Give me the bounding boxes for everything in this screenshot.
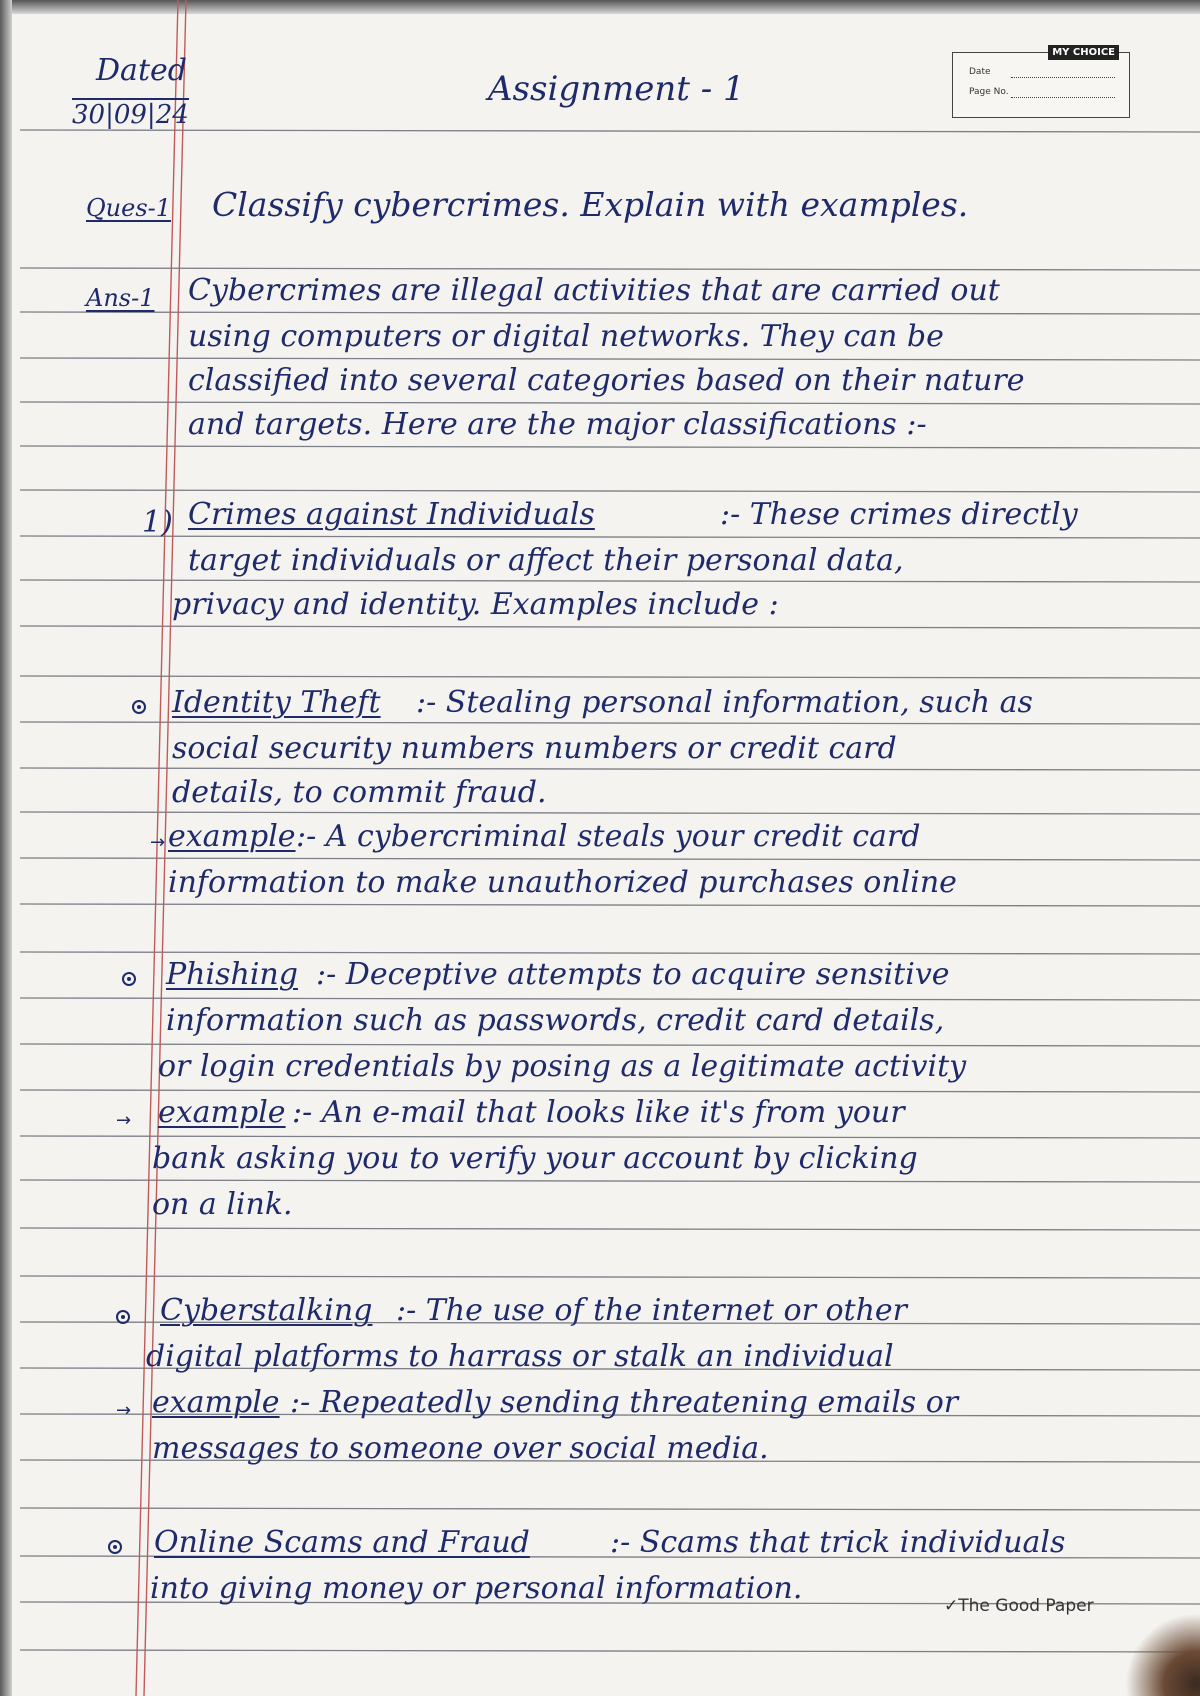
ruled-line	[20, 130, 1200, 132]
arrow-icon: →	[116, 1110, 132, 1131]
ruled-line	[20, 952, 1200, 954]
item-line: :- The use of the internet or other	[396, 1293, 907, 1328]
section-line: :- These crimes directly	[720, 497, 1078, 532]
bullet-icon	[132, 700, 146, 714]
ruled-line	[20, 1090, 1200, 1092]
ruled-line	[20, 1276, 1200, 1278]
example-line: :- An e-mail that looks like it's from your	[292, 1095, 905, 1130]
ruled-line	[20, 1650, 1200, 1652]
ruled-line	[20, 858, 1200, 860]
ruled-line	[20, 446, 1200, 448]
box-date-line	[1011, 77, 1115, 78]
paper-brand-footer: ✓The Good Paper	[944, 1596, 1094, 1616]
box-page-line	[1011, 97, 1115, 98]
box-date-label: Date	[969, 67, 991, 77]
ruled-line	[20, 580, 1200, 582]
brand-label: MY CHOICE	[1048, 45, 1119, 60]
ruled-line	[20, 626, 1200, 628]
ruled-line	[20, 490, 1200, 492]
ruled-line	[20, 768, 1200, 770]
example-line: :- A cybercriminal steals your credit card	[296, 819, 921, 854]
ruled-line	[20, 1228, 1200, 1230]
item-line: social security numbers numbers or credit card	[172, 731, 897, 766]
section-heading: Crimes against Individuals	[188, 497, 595, 532]
example-line: information to make unauthorized purchases online	[168, 865, 957, 900]
answer-intro-line: classified into several categories based on their nature	[188, 363, 1025, 398]
page-title: Assignment - 1	[488, 69, 745, 109]
finger-shadow	[1100, 1600, 1200, 1696]
item-heading: Identity Theft	[172, 685, 381, 720]
item-line: into giving money or personal information.	[150, 1571, 803, 1606]
question-text: Classify cybercrimes. Explain with examples.	[212, 185, 969, 224]
item-line: :- Stealing personal information, such as	[416, 685, 1033, 720]
date-page-box	[952, 47, 1130, 118]
ruled-line	[20, 722, 1200, 724]
box-page-label: Page No.	[969, 87, 1009, 97]
example-label: example	[158, 1095, 286, 1130]
answer-label: Ans-1	[86, 284, 155, 312]
bullet-icon	[116, 1310, 130, 1324]
ruled-line	[20, 1136, 1200, 1138]
ruled-line	[20, 402, 1200, 404]
example-line: bank asking you to verify your account by clicking	[152, 1141, 918, 1176]
question-label: Ques-1	[86, 194, 172, 222]
item-heading: Cyberstalking	[160, 1293, 373, 1328]
example-line: messages to someone over social media.	[152, 1431, 769, 1466]
bullet-icon	[122, 972, 136, 986]
item-line: :- Scams that trick individuals	[610, 1525, 1066, 1560]
date-text: 30|09|24	[72, 100, 189, 130]
example-label: example	[168, 819, 296, 854]
section-line: target individuals or affect their personal data,	[188, 543, 904, 578]
dated-label: Dated	[96, 53, 187, 88]
ruled-line	[20, 904, 1200, 906]
bullet-icon	[108, 1540, 122, 1554]
ruled-line	[20, 358, 1200, 360]
answer-intro-line: and targets. Here are the major classifications :-	[188, 407, 927, 442]
item-line: or login credentials by posing as a legitimate activity	[158, 1049, 967, 1084]
ruled-line	[20, 1180, 1200, 1182]
ruled-line	[20, 312, 1200, 314]
example-line: :- Repeatedly sending threatening emails or	[290, 1385, 959, 1420]
item-line: digital platforms to harrass or stalk an individual	[146, 1339, 894, 1374]
item-heading: Phishing	[166, 957, 298, 992]
ruled-line	[20, 1044, 1200, 1046]
ruled-line	[20, 676, 1200, 678]
answer-intro-line: Cybercrimes are illegal activities that are carried out	[188, 273, 1000, 308]
ruled-line	[20, 536, 1200, 538]
ruled-line	[20, 812, 1200, 814]
section-line: privacy and identity. Examples include :	[172, 587, 779, 622]
item-line: :- Deceptive attempts to acquire sensitive	[316, 957, 950, 992]
section-number: 1)	[142, 505, 173, 540]
arrow-icon: →	[150, 832, 166, 853]
ruled-line	[20, 268, 1200, 270]
ruled-line	[20, 1508, 1200, 1510]
answer-intro-line: using computers or digital networks. They can be	[188, 319, 944, 354]
item-line: information such as passwords, credit card details,	[166, 1003, 945, 1038]
item-heading: Online Scams and Fraud	[154, 1525, 530, 1560]
arrow-icon: →	[116, 1400, 132, 1421]
example-label: example	[152, 1385, 280, 1420]
ruled-line	[20, 998, 1200, 1000]
example-line: on a link.	[152, 1187, 293, 1222]
item-line: details, to commit fraud.	[172, 775, 547, 810]
